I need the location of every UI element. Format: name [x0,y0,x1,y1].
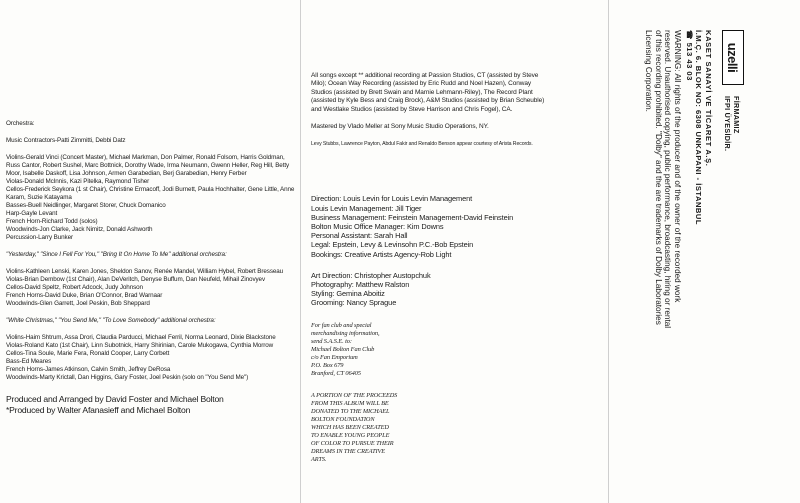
foundation-notice [311,392,551,464]
fan-club-line: Branford, CT 06405 [311,370,361,378]
company-address: İ.M.Ç. 6. BLOK NO: 6308 UNKAPANI - İSTANBUL [694,30,703,226]
bass: Bass-Ed Meares [6,358,52,365]
woodwinds: Woodwinds-Marty Krictall, Dan Higgins, Gary Foster, Joel Peskin (solo on "You Send Me") [6,374,249,381]
orchestra-heading: Orchestra: [6,120,35,127]
producer-credit: Produced and Arranged by David Foster and Michael Bolton [6,394,224,404]
logo-text: uzelli [725,42,741,73]
foundation-line: ARTS. [311,456,327,464]
section-heading: "White Christmas," "You Send Me," "To Love Somebody" additional orchestra: [6,317,216,324]
violins: Violins-Gerald Vinci (Concert Master), Michael Markman, Don Palmer, Ronald Folsom, Harris Goldman, Russ Cantor, Robert Sushel, Marc Bottnick, Dorothy Wade, Irma Neumann, Gwenn Heller, Reg Hill, Betty Moor, Isabelle Daskoff, Lisa Johnson, Armen Garabedian, Berj Garabedian, Henry Ferber [6,154,290,177]
foundation-line: BOLTON FOUNDATION [311,416,375,424]
violins: Violins-Haim Shtrum, Assa Drori, Claudia Parducci, Michael Ferril, Norma Leonard, Dixie Blackstone [6,334,276,341]
fan-club-line: merchandising information, [311,329,380,337]
label-strip [600,0,800,503]
firm-line: FİRMAMIZ [732,96,741,134]
foundation-line: DREAMS IN THE CREATIVE [311,448,385,456]
business-management: Business Management: Feinstein Management-David Feinstein [311,212,514,222]
foundation-line: FROM THIS ALBUM WILL BE [311,400,389,408]
fan-club-line: Michael Bolton Fan Club [311,345,375,353]
foundation-line: WHICH HAS BEEN CREATED [311,424,389,432]
fan-club-line: For fan club and special [311,321,372,329]
music-contractors: Music Contractors-Patti Zimmitti, Debbi Datz [6,137,126,144]
harp: Harp-Gayle Levant [6,210,58,217]
woodwinds: Woodwinds-Glen Garrett, Joel Peskin, Bob Sheppard [6,300,150,307]
violas: Violas-Roland Kato (1st Chair), Linn Subotnick, Harry Shirinian, Carole Mukogawa, Cynthia Morrow [6,342,274,349]
fan-club-line: c/o Fan Emporium [311,354,358,362]
foundation-line: TO ENABLE YOUNG PEOPLE [311,432,390,440]
personal-assistant: Personal Assistant: Sarah Hall [311,231,408,241]
violas: Violas-Brian Dembow (1st Chair), Alan DeVeritch, Denyse Buffum, Dan Neufeld, Mihail Zinovyev [6,276,266,283]
french-horns: French Horns-James Atkinson, Calvin Smith, Jeffrey DeRosa [6,366,171,373]
cellos: Cellos-Frederick Seykora (1 st Chair), Christine Ermacoff, Jodi Burnett, Paula Hochhalter, Gene Little, Anne Karam, Suzie Katayama [6,186,295,201]
basses: Basses-Buell Neidlinger, Margaret Storer, Chuck Domanico [6,202,166,209]
photography: Photography: Matthew Ralston [311,280,410,290]
percussion: Percussion-Larry Bunker [6,234,73,241]
company-name: KASET SANAYİ VE TİCARET A.Ş. [704,30,713,167]
courtesy-note: Levy Stubbs, Lawrence Payton, Abdul Fakir and Renaldo Benson appear courtesy of Arista Records. [311,141,533,148]
french-horns: French Horns-David Duke, Brian O'Connor, Brad Warnaar [6,292,163,299]
producer-credit: *Produced by Walter Afanasieff and Michael Bolton [6,405,191,415]
copyright-warning: WARNING: All rights of the producer and of the owner of the recorded work reserved. Unauthorised copying, public performance, broadcasting, hiring or rental of this recording prohibited. "Dolby" and the are trademarks of Dolby Laboratories Licensing Corporation. [644,30,682,329]
production-credits [311,72,551,464]
office-manager: Bolton Music Office Manager: Kim Downs [311,222,444,232]
foundation-line: OF COLOR TO PURSUE THEIR [311,440,394,448]
mastering-credit: Mastered by Vlado Meller at Sony Music Studio Operations, NY. [311,123,489,131]
fold-line [300,0,301,503]
foundation-line: A PORTION OF THE PROCEEDS [311,392,398,400]
management: Louis Levin Management: Jill Tiger [311,203,422,213]
firm-line: IFPI ÜYESİDİR. [723,96,732,152]
orchestra-credits [6,120,296,416]
cellos: Cellos-David Speltz, Robert Adcock, Judy Johnson [6,284,143,291]
violins: Violins-Kathleen Lenski, Karen Jones, Sheldon Sanov, Renée Mandel, William Hybel, Robert Bresseau [6,268,284,275]
grooming: Grooming: Nancy Sprague [311,298,397,308]
fan-club-line: P.O. Box 679 [311,362,344,370]
foundation-line: DONATED TO THE MICHAEL [311,408,390,416]
recording-credits: All songs except ** additional recording at Passion Studios, CT (assisted by Steve Milo); Ocean Way Recording (assisted by Eric Rudd and Noel Hazen), Conway Studios (assisted by Brett Swain and Marnie Lehmann-Riley), The Record Plant (assisted by Kyle Bess and Craig Brock), A&M Studios (assisted by Brian Scheuble) and Westlake Studios (assisted by Steve Harrison and Chris Fogel), CA. [311,72,545,113]
french-horn: French Horn-Richard Todd (solos) [6,218,98,225]
bookings: Bookings: Creative Artists Agency-Rob Light [311,249,452,259]
company-phone: ☎ 513 43 03 [685,30,694,81]
woodwinds: Woodwinds-Jon Clarke, Jack Nimitz, Donald Ashworth [6,226,153,233]
fan-club-info [311,322,551,379]
fan-club-line: send S.A.S.E. to: [311,337,352,345]
uzelli-logo [722,30,744,85]
styling: Styling: Gemina Aboitiz [311,289,385,299]
violas: Violas-Donald McInnis, Kazi Pitelka, Raymond Tisher [6,178,150,185]
legal: Legal: Epstein, Levy & Levinsohn P.C.-Bob Epstein [311,240,474,250]
direction: Direction: Louis Levin for Louis Levin Management [311,194,473,204]
cellos: Cellos-Tina Soule, Marie Fera, Ronald Cooper, Larry Corbett [6,350,170,357]
art-direction: Art Direction: Christopher Austopchuk [311,270,431,280]
section-heading: "Yesterday," "Since I Fell For You," "Bring It On Home To Me" additional orchestra: [6,251,227,258]
